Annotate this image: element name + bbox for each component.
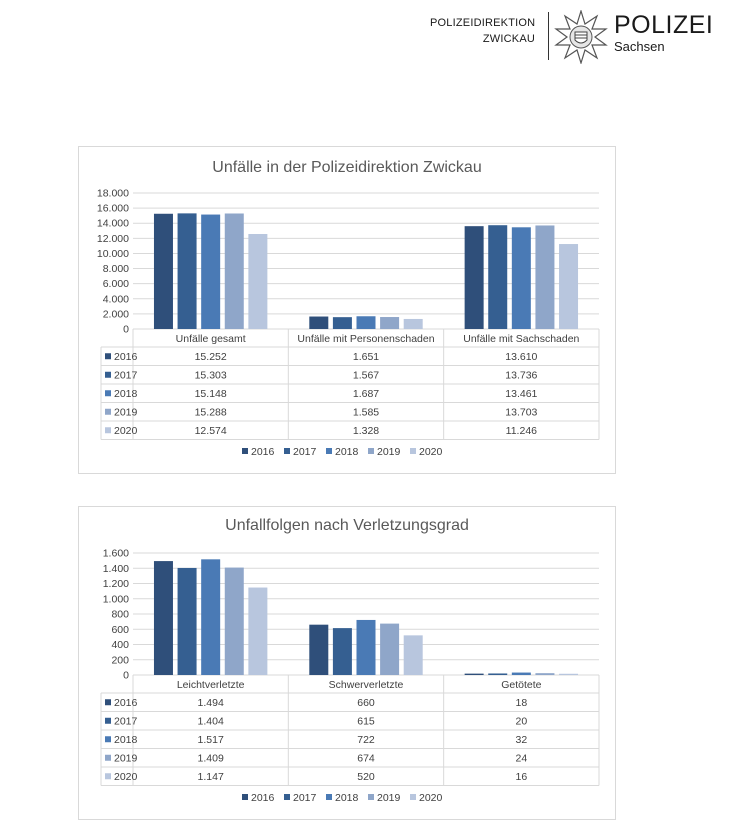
table-series-label: 2019 — [114, 406, 138, 419]
bar — [154, 214, 173, 329]
legend-key — [284, 448, 290, 454]
data-label: 20 — [515, 715, 528, 728]
brand-name: POLIZEI — [614, 11, 714, 39]
table-series-label: 2019 — [114, 752, 138, 765]
bar — [225, 213, 244, 329]
table-legend-key — [105, 736, 111, 742]
y-tick-label: 600 — [111, 623, 129, 636]
y-tick-label: 16.000 — [96, 202, 129, 215]
table-legend-key — [105, 409, 111, 415]
category-label: Unfälle gesamt — [175, 333, 246, 345]
chart-title: Unfallfolgen nach Verletzungsgrad — [225, 517, 469, 534]
category-label: Getötete — [501, 679, 542, 691]
directorate-name — [430, 15, 535, 47]
legend-key — [284, 794, 290, 800]
bar — [201, 559, 220, 675]
legend-label: 2019 — [377, 446, 401, 458]
table-legend-key — [105, 390, 111, 396]
data-label: 615 — [357, 715, 375, 728]
directorate-line-2: ZWICKAU — [482, 33, 535, 45]
data-label: 11.246 — [505, 424, 538, 437]
data-label: 1.687 — [352, 387, 380, 400]
brand-region: Sachsen — [614, 39, 665, 54]
chart-canvas — [79, 507, 615, 819]
category-label: Leichtverletzte — [176, 679, 245, 691]
bar — [357, 316, 376, 329]
y-tick-label: 1.400 — [102, 562, 129, 575]
table-legend-key — [105, 372, 111, 378]
bar — [488, 673, 507, 675]
data-label: 1.517 — [197, 733, 224, 746]
bar — [559, 244, 578, 329]
table-legend-key — [105, 353, 111, 359]
chart-injuries — [78, 506, 616, 820]
y-tick-label: 0 — [123, 323, 129, 336]
bar — [380, 317, 399, 329]
bar — [404, 319, 423, 329]
data-label: 13.703 — [505, 406, 538, 419]
y-tick-label: 1.000 — [102, 593, 129, 606]
bar — [465, 674, 484, 675]
bar — [201, 215, 220, 329]
data-label: 1.567 — [352, 369, 380, 382]
table-legend-key — [105, 718, 111, 724]
bar — [404, 635, 423, 675]
category-label: Unfälle mit Sachschaden — [463, 333, 580, 345]
legend-key — [410, 448, 416, 454]
chart-accidents — [78, 146, 616, 474]
y-tick-label: 800 — [111, 608, 129, 621]
bar — [380, 624, 399, 675]
bar — [225, 568, 244, 675]
bar — [465, 226, 484, 329]
table-series-label: 2018 — [114, 387, 138, 400]
bar — [535, 673, 554, 675]
table-series-label: 2016 — [114, 350, 138, 363]
data-label: 32 — [515, 733, 528, 746]
legend-label: 2018 — [335, 792, 359, 804]
bar — [248, 234, 267, 329]
bar — [333, 628, 352, 675]
table-series-label: 2020 — [114, 424, 138, 437]
bar — [309, 317, 328, 329]
chart-canvas — [79, 147, 615, 473]
table-series-label: 2017 — [114, 369, 138, 382]
legend-label: 2019 — [377, 792, 401, 804]
data-label: 15.288 — [194, 406, 227, 419]
data-label: 18 — [515, 696, 528, 709]
legend-label: 2016 — [251, 446, 275, 458]
table-legend-key — [105, 773, 111, 779]
bar — [535, 225, 554, 329]
data-label: 15.148 — [194, 387, 227, 400]
bar — [333, 317, 352, 329]
y-tick-label: 2.000 — [102, 308, 129, 321]
table-legend-key — [105, 699, 111, 705]
bar — [309, 625, 328, 675]
data-label: 674 — [357, 752, 375, 765]
legend-label: 2017 — [293, 446, 317, 458]
legend-key — [326, 794, 332, 800]
y-tick-label: 1.600 — [102, 547, 129, 560]
table-series-label: 2017 — [114, 715, 138, 728]
data-label: 1.651 — [352, 350, 380, 363]
police-header — [430, 12, 720, 62]
legend-key — [368, 448, 374, 454]
category-label: Schwerverletzte — [328, 679, 404, 691]
data-label: 1.585 — [352, 406, 380, 419]
y-tick-label: 1.200 — [102, 578, 129, 590]
bar — [248, 588, 267, 675]
legend-label: 2018 — [335, 446, 359, 458]
y-tick-label: 200 — [111, 654, 129, 667]
data-label: 13.461 — [505, 387, 538, 400]
data-label: 1.409 — [197, 752, 224, 765]
table-legend-key — [105, 755, 111, 761]
table-series-label: 2016 — [114, 696, 138, 709]
data-label: 24 — [515, 752, 528, 765]
data-label: 722 — [357, 733, 375, 746]
data-label: 13.736 — [505, 369, 538, 382]
legend-label: 2020 — [419, 446, 443, 458]
legend-key — [242, 448, 248, 454]
legend-key — [410, 794, 416, 800]
legend-key — [368, 794, 374, 800]
y-tick-label: 14.000 — [96, 217, 129, 230]
legend-label: 2016 — [251, 792, 275, 804]
bar — [154, 561, 173, 675]
data-label: 16 — [515, 770, 528, 783]
y-tick-label: 18.000 — [96, 187, 129, 200]
police-star-icon — [554, 10, 608, 64]
bar — [488, 225, 507, 329]
y-tick-label: 8.000 — [102, 263, 129, 276]
data-label: 1.147 — [197, 770, 224, 783]
legend-label: 2020 — [419, 792, 443, 804]
data-label: 1.404 — [197, 715, 224, 728]
data-label: 1.494 — [197, 696, 224, 709]
bar — [178, 568, 197, 675]
y-tick-label: 400 — [111, 639, 129, 651]
y-tick-label: 10.000 — [96, 247, 129, 260]
directorate-line-1: POLIZEIDIREKTION — [430, 17, 536, 29]
legend-label: 2017 — [293, 792, 317, 804]
data-label: 13.610 — [505, 350, 538, 363]
bar — [512, 227, 531, 329]
chart-title: Unfälle in der Polizeidirektion Zwickau — [212, 159, 482, 176]
data-label: 12.574 — [194, 424, 227, 437]
data-label: 15.252 — [194, 350, 227, 363]
legend-key — [242, 794, 248, 800]
data-label: 15.303 — [194, 369, 227, 382]
y-tick-label: 6.000 — [102, 278, 129, 291]
legend-key — [326, 448, 332, 454]
data-label: 520 — [357, 770, 375, 783]
bar — [357, 620, 376, 675]
y-tick-label: 0 — [123, 669, 129, 682]
y-tick-label: 12.000 — [96, 232, 129, 245]
category-label: Unfälle mit Personenschaden — [297, 333, 435, 345]
table-legend-key — [105, 427, 111, 433]
y-tick-label: 4.000 — [102, 293, 129, 306]
bar — [559, 674, 578, 675]
header-divider — [548, 12, 549, 60]
bar — [178, 213, 197, 329]
table-series-label: 2020 — [114, 770, 138, 783]
data-label: 1.328 — [352, 424, 380, 437]
bar — [512, 673, 531, 675]
table-series-label: 2018 — [114, 733, 138, 746]
data-label: 660 — [357, 696, 375, 709]
